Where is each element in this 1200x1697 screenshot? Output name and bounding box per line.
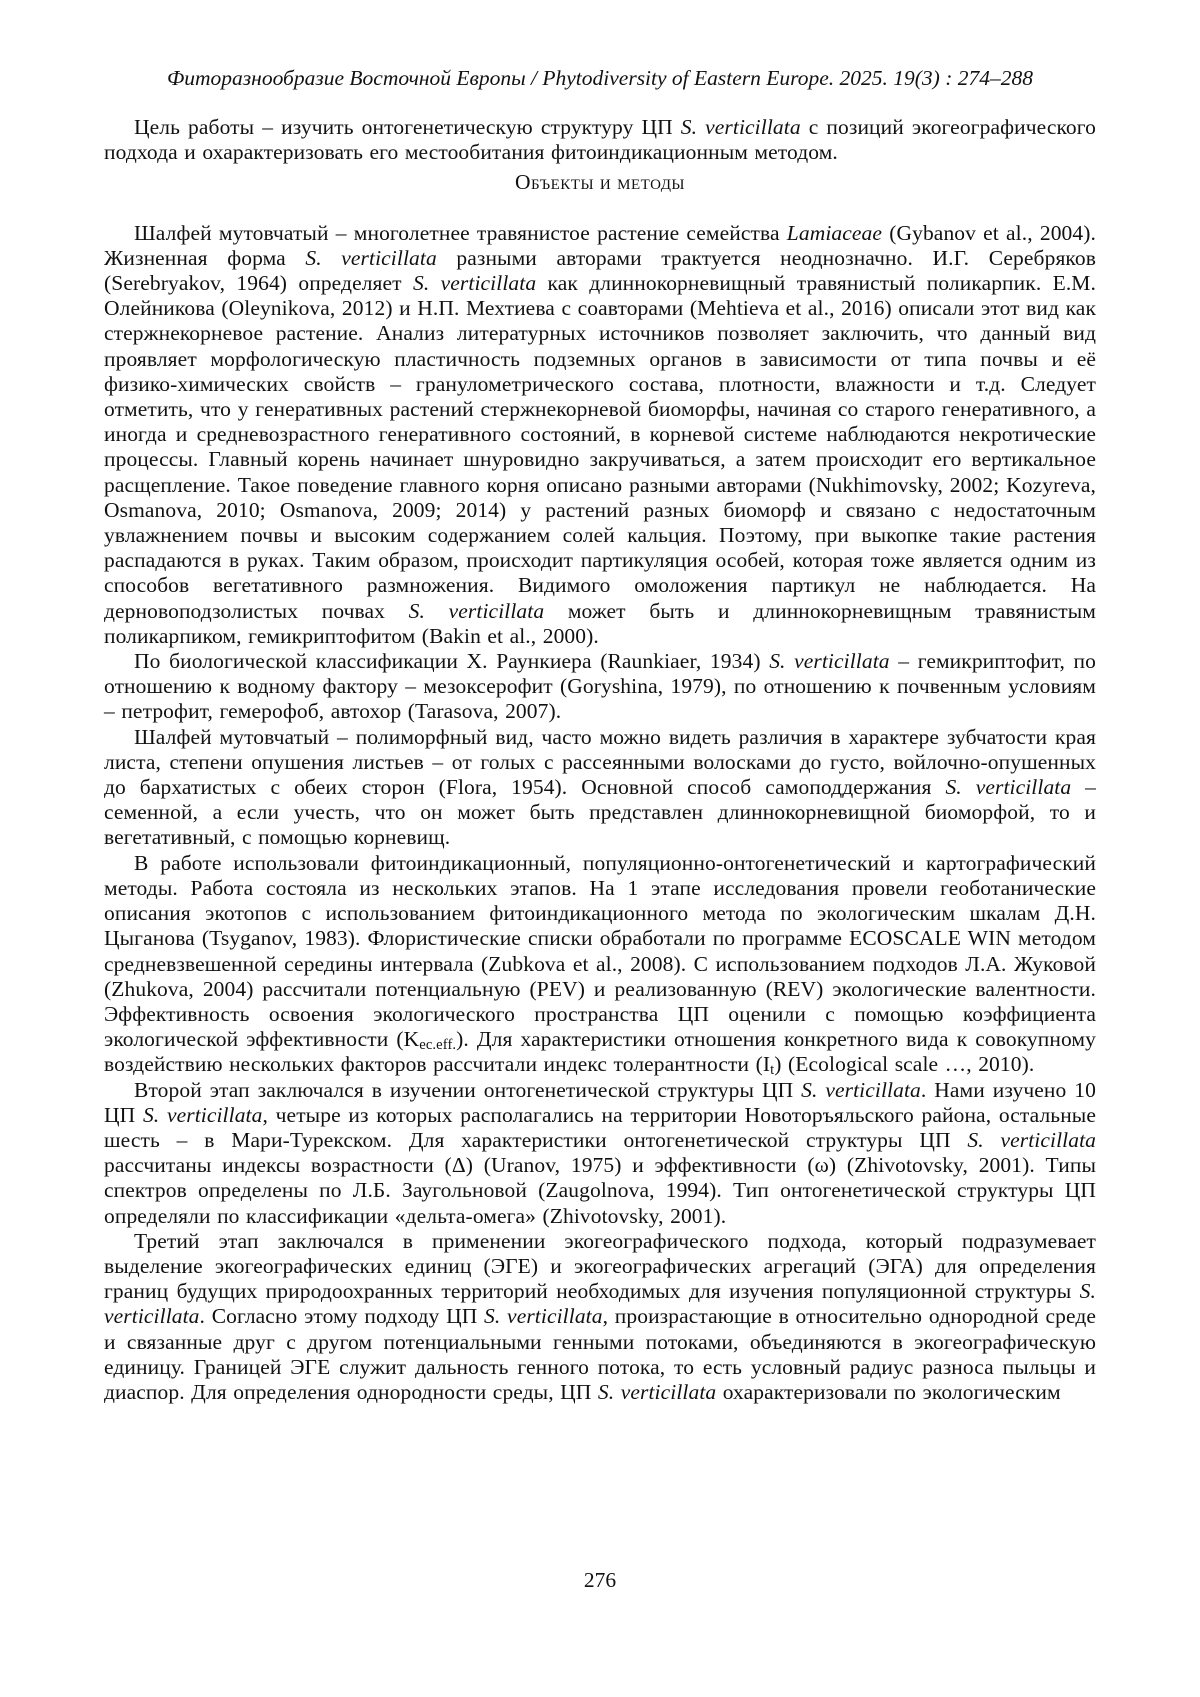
paragraph-methods-stage-1: В работе использовали фитоиндикационный, популяционно-онтогенетический и картографический методы. Работа состояла из нескольких этапов. На 1 этапе исследования провели геоботанические описания экотопов с использованием фитоиндикационного метода по экологическим шкалам Д.Н. Цыганова (Tsyganov, 1983). Флористические списки обработали по программе ECOSCALE WIN методом средневзвешенной середины интервала (Zubkova et al., 2008). С использованием подходов Л.А. Жуковой (Zhukova, 2004) рассчитали потенциальную (PEV) и реализованную (REV) экологические валентности. Эффективность освоения экологического пространства ЦП оценили с помощью коэффициента экологической эффективности $(K_{ec.eff.})$. Для характеристики отношения конкретного вида к совокупному воздействию нескольких факторов рассчитали индекс толерантности $(I_t)$ (Ecological scale …, 2010). [104,850,1096,1079]
section-heading-objects-and-methods: Объекты и методы [514,170,686,195]
paragraph-polymorphism: Шалфей мутовчатый – полиморфный вид, часто можно видеть различия в характере зубчатости края листа, степени опушения листьев – от голых с рассеянными волосками до густо, войлочно-опушенных до бархатистых с обеих сторон (Flora, 1954). Основной способ самоподдержания S. verticillata – семенной, а если учесть, что он может быть представлен длиннокорневищной биоморфой, то и вегетативный, с помощью корневищ. [104,724,1096,850]
paragraph-aim: Цель работы – изучить онтогенетическую структуру ЦП S. verticillata с позиций экогеографического подхода и охарактеризовать его местообитания фитоиндикационным методом. [104,115,1096,165]
paragraph-methods-stage-2: Второй этап заключался в изучении онтогенетической структуры ЦП S. verticillata. Нами изучено 10 ЦП S. verticillata, четыре из которых располагались на территории Новоторъяльского района, остальные шесть – в Мари-Турекском. Для характеристики онтогенетической структуры ЦП S. verticillata рассчитаны индексы возрастности (Δ) (Uranov, 1975) и эффективности (ω) (Zhivotovsky, 2001). Типы спектров определены по Л.Б. Заугольновой (Zaugolnova, 1994). Тип онтогенетической структуры ЦП определяли по классификации «дельта-омега» (Zhivotovsky, 2001). [104,1077,1097,1228]
journal-header: Фиторазнообразие Восточной Европы / Phytodiversity of Eastern Europe. 2025. 19(3) : 274–288 [166,66,1034,90]
paragraph-classification: По биологической классификации Х. Раункиера (Raunkiaer, 1934) S. verticillata – гемикриптофит, по отношению к водному фактору – мезоксерофит (Goryshina, 1979), по отношению к почвенным условиям – петрофит, гемерофоб, автохор (Tarasova, 2007). [104,649,1097,724]
paragraph-life-form: Шалфей мутовчатый – многолетнее травянистое растение семейства Lamiaceae (Gybanov et al., 2004). Жизненная форма S. verticillata разными авторами трактуется неоднозначно. И.Г. Серебряков (Serebryakov, 1964) определяет S. verticillata как длиннокорневищный травянистый поликарпик. Е.М. Олейникова (Oleynikova, 2012) и Н.П. Мехтиева с соавторами (Mehtieva et al., 2016) описали этот вид как стержнекорневое растение. Анализ литературных источников позволяет заключить, что данный вид проявляет морфологическую пластичность подземных органов в зависимости от типа почвы и её физико-химических свойств – гранулометрического состава, плотности, влажности и т.д. Следует отметить, что у генеративных растений стержнекорневой биоморфы, начиная со старого генеративного, а иногда и средневозрастного генеративного состояний, в корневой системе наблюдаются некротические процессы. Главный корень начинает шнуровидно закручиваться, а затем происходит его вертикальное расщепление. Такое поведение главного корня описано разными авторами (Nukhimovsky, 2002; Kozyreva, Osmanova, 2010; Osmanova, 2009; 2014) у растений разных биоморф и связано с недостаточным увлажнением почвы и высоким содержанием солей кальция. Поэтому, при выкопке такие растения распадаются в руках. Таким образом, происходит партикуляция особей, которая тоже является одним из способов вегетативного размножения. Видимого омоложения партикул не наблюдается. На дерновоподзолистых почвах S. verticillata может быть и длиннокорневищным травянистым поликарпиком, гемикриптофитом (Bakin et al., 2000). [104,220,1096,648]
page-number: 276 [583,1568,617,1592]
article-body [104,115,1096,1405]
paragraph-methods-stage-3: Третий этап заключался в применении экогеографического подхода, который подразумевает выделение экогеографических единиц (ЭГЕ) и экогеографических агрегаций (ЭГА) для определения границ будущих природоохранных территорий необходимых для изучения популяционной структуры S. verticillata. Согласно этому подходу ЦП S. verticillata, произрастающие в относительно однородной среде и связанные друг с другом потенциальными генными потоками, объединяются в экогеографическую единицу. Границей ЭГЕ служит дальность генного потока, то есть условный радиус разноса пыльцы и диаспор. Для определения однородности среды, ЦП S. verticillata охарактеризовали по экологическим [104,1228,1096,1404]
